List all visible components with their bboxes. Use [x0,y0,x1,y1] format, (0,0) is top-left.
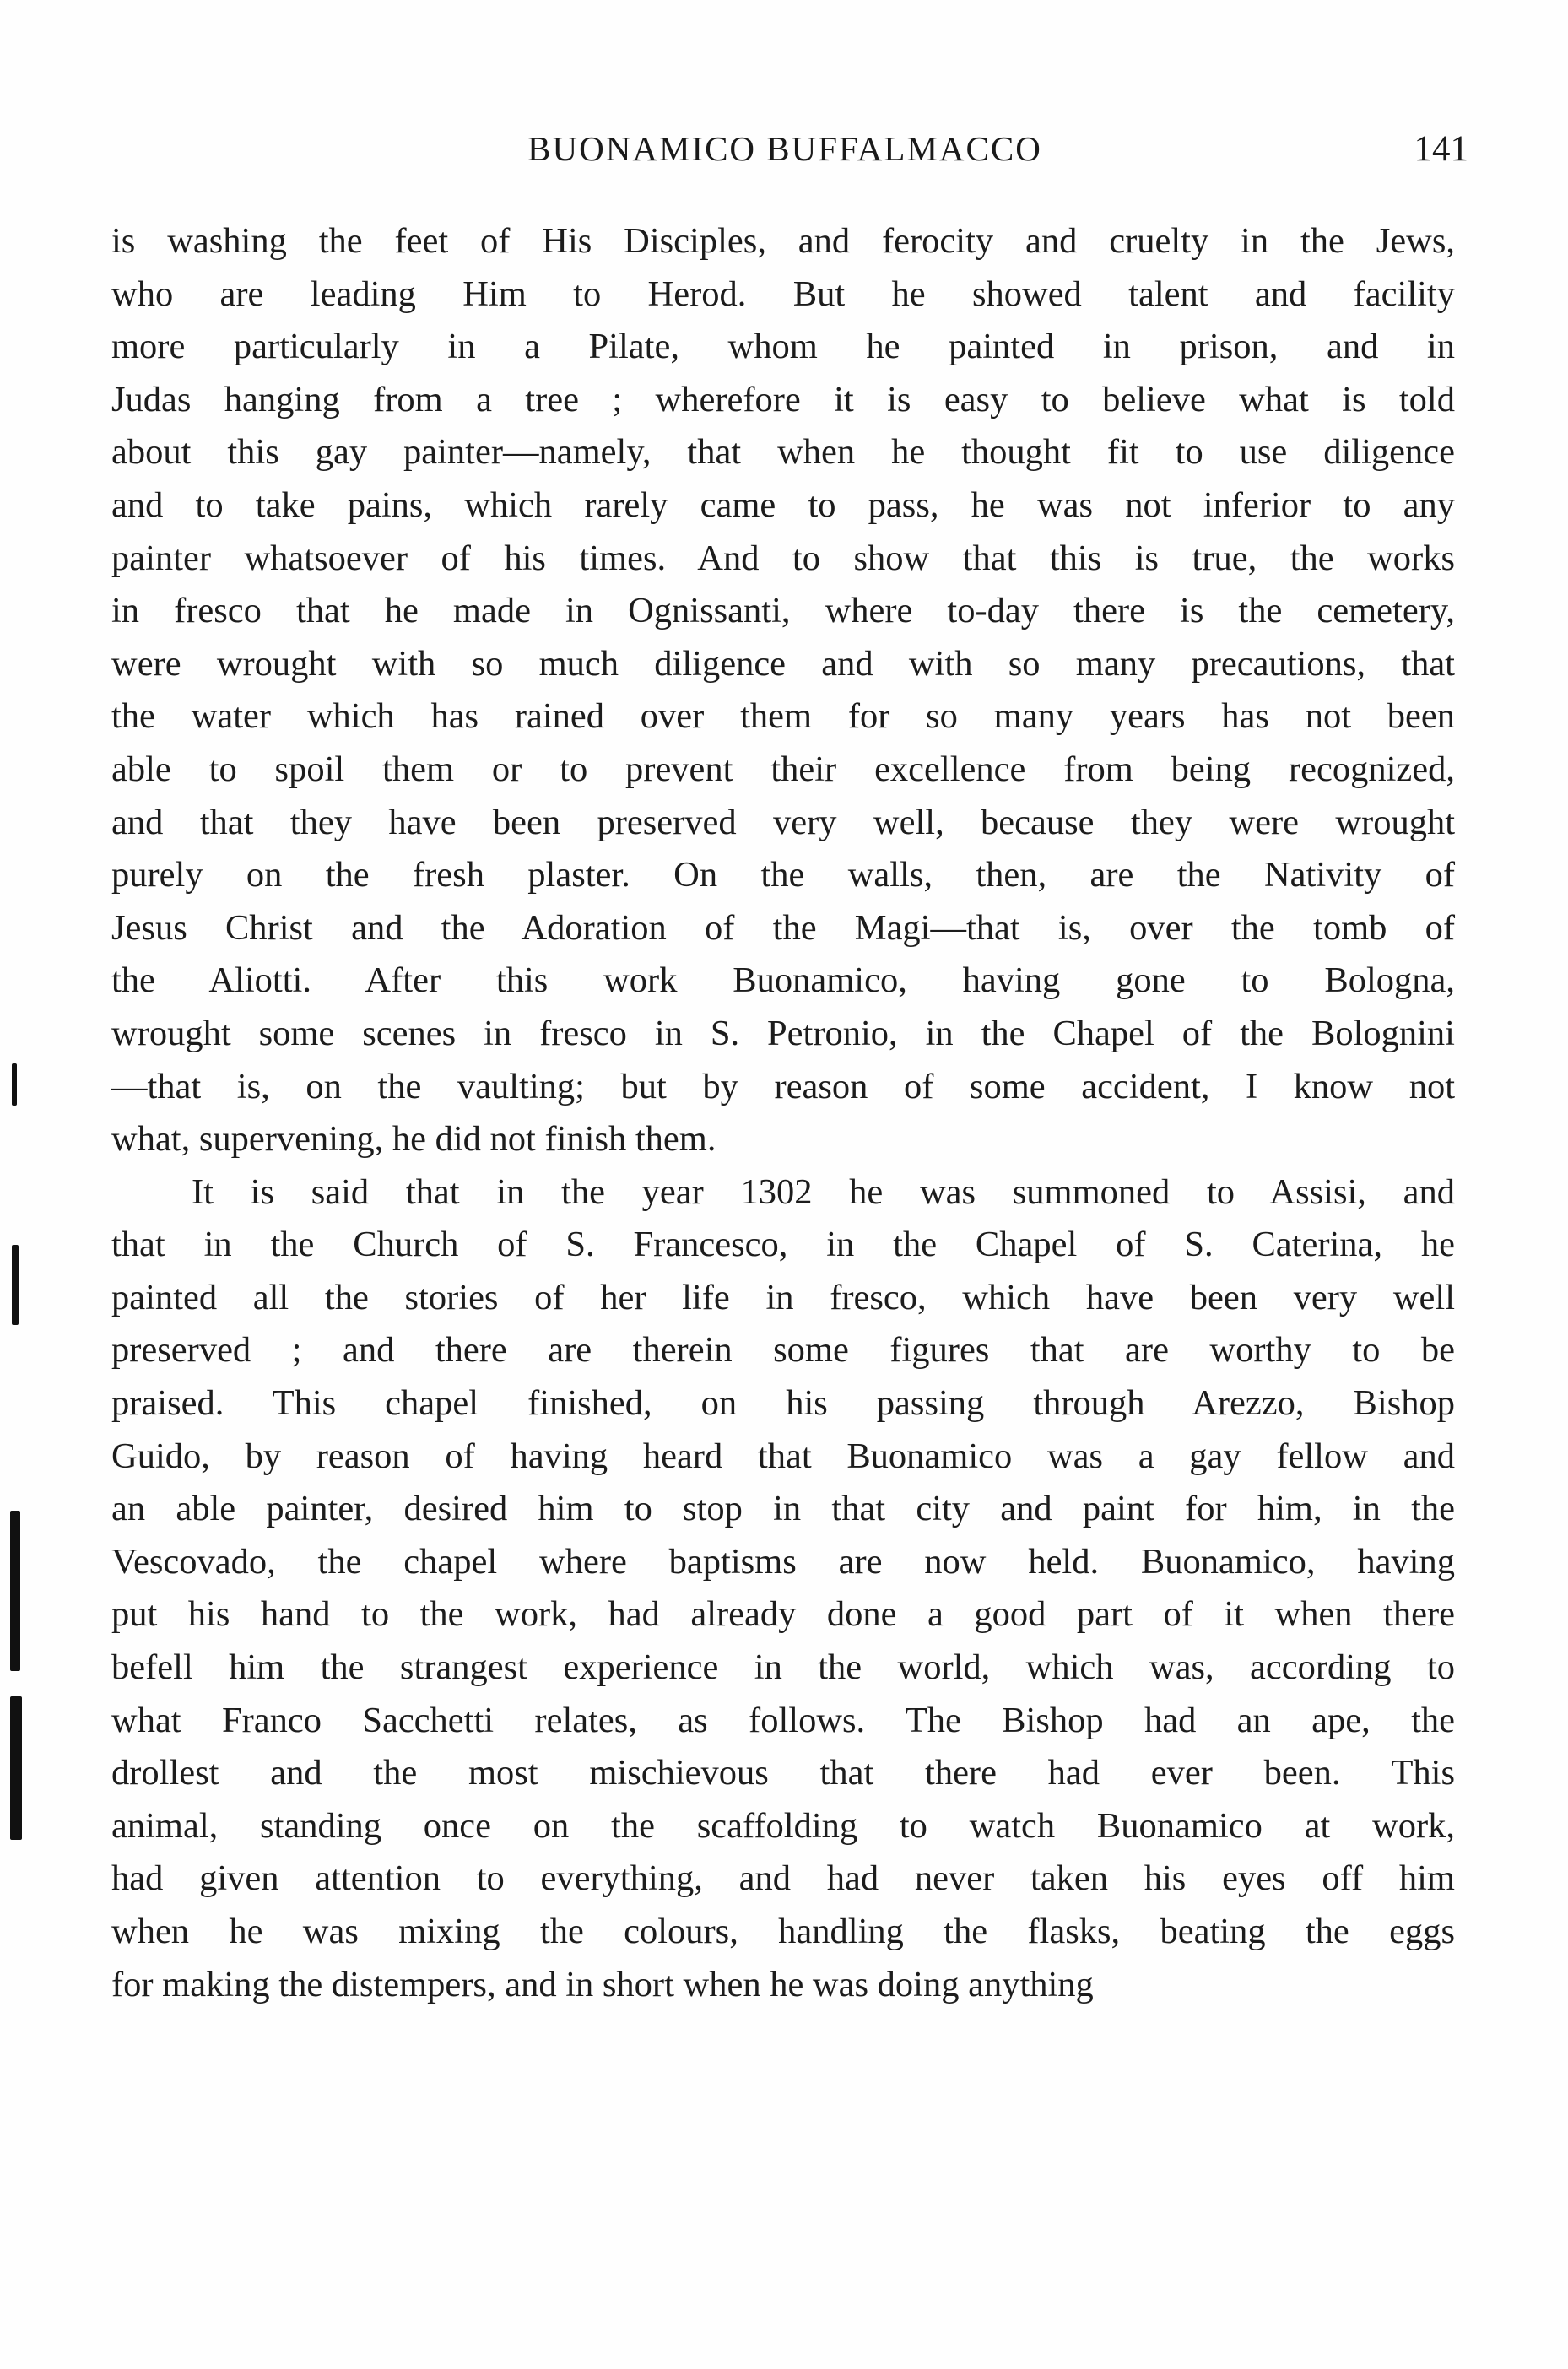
paragraph [111,1166,1455,2012]
text-line: the water which has rained over them for so many years has not been [111,696,1455,737]
text-line: animal, standing once on the scaffolding to watch Buonamico at work, [111,1805,1455,1846]
text-line: Jesus Christ and the Adoration of the Magi—that is, over the tomb of [111,907,1455,948]
text-line: preserved ; and there are therein some figures that are worthy to be [111,1330,1455,1371]
text-line: who are leading Him to Herod. But he showed talent and facility [111,273,1455,314]
text-line: and to take pains, which rarely came to pass, he was not inferior to any [111,484,1455,525]
text-line: for making the distempers, and in short when he was doing anything [111,1964,1094,2004]
text-line: that in the Church of S. Francesco, in the Chapel of S. Caterina, he [111,1225,1455,1265]
text-line: Vescovado, the chapel where baptisms are now held. Buonamico, having [111,1541,1455,1582]
text-line: Guido, by reason of having heard that Buonamico was a gay fellow and [111,1436,1455,1476]
text-line: It is said that in the year 1302 he was summoned to Assisi, and [192,1171,1455,1212]
text-line: when he was mixing the colours, handling the flasks, beating the eggs [111,1912,1455,1951]
text-line: drollest and the most mischievous that there had ever been. This [111,1753,1455,1793]
text-line: wrought some scenes in fresco in S. Petronio, in the Chapel of the Bolognini [111,1013,1455,1053]
text-line: is washing the feet of His Disciples, and ferocity and cruelty in the Jews, [111,221,1455,261]
text-line: what Franco Sacchetti relates, as follows. The Bishop had an ape, the [111,1700,1455,1740]
paragraph [111,215,1455,1166]
text-line: had given attention to everything, and had never taken his eyes off him [111,1858,1455,1899]
page-number: 141 [1414,129,1468,169]
running-head [110,128,1468,179]
running-title: BUONAMICO BUFFALMACCO [527,129,1042,168]
text-line: in fresco that he made in Ognissanti, where to-day there is the cemetery, [111,591,1455,631]
text-line: an able painter, desired him to stop in that city and paint for him, in the [111,1489,1455,1529]
margin-ink-mark [12,1063,17,1106]
margin-ink-mark [12,1245,19,1325]
text-line: about this gay painter—namely, that when he thought fit to use diligence [111,432,1455,473]
text-line: what, supervening, he did not finish them. [111,1119,716,1160]
body-text [111,215,1455,2011]
text-line: and that they have been preserved very well, because they were wrought [111,802,1455,842]
text-line: more particularly in a Pilate, whom he painted in prison, and in [111,327,1455,367]
margin-ink-mark [10,1511,20,1671]
text-line: Judas hanging from a tree ; wherefore it is easy to believe what is told [111,379,1455,419]
text-line: the Aliotti. After this work Buonamico, having gone to Bologna, [111,960,1455,1001]
text-line: purely on the fresh plaster. On the walls, then, are the Nativity of [111,855,1455,895]
text-line: —that is, on the vaulting; but by reason of some accident, I know not [111,1066,1455,1106]
text-line: befell him the strangest experience in the world, which was, according to [111,1647,1455,1688]
margin-ink-mark [10,1696,22,1840]
text-line: praised. This chapel finished, on his passing through Arezzo, Bishop [111,1383,1455,1424]
text-line: put his hand to the work, had already done a good part of it when there [111,1594,1455,1635]
text-line: able to spoil them or to prevent their excellence from being recognized, [111,749,1455,789]
text-line: painter whatsoever of his times. And to show that this is true, the works [111,538,1455,578]
text-line: painted all the stories of her life in fresco, which have been very well [111,1277,1455,1317]
text-line: were wrought with so much diligence and with so many precautions, that [111,643,1455,684]
